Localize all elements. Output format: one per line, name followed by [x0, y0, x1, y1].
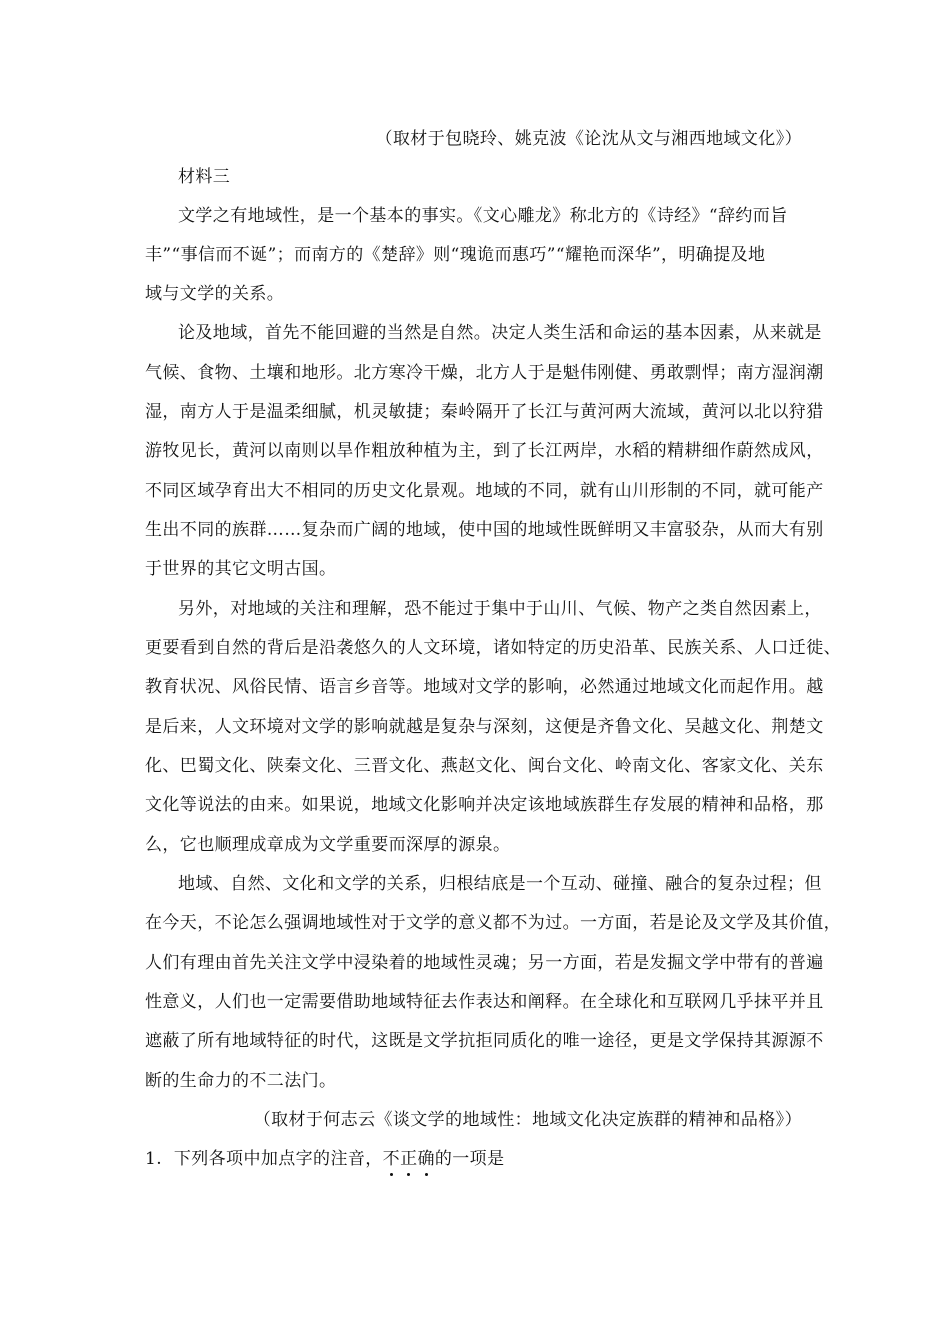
source-citation-2: （取材于何志云《谈文学的地域性：地域文化决定族群的精神和品格》）: [253, 1110, 802, 1130]
paragraph-2-line-5: 不同区域孕育出大不相同的历史文化景观。地域的不同，就有山川形制的不同，就可能产: [145, 481, 824, 501]
paragraph-3-line-7: 么，它也顺理成章成为文学重要而深厚的源泉。: [145, 835, 511, 855]
source-citation-1: （取材于包晓玲、姚克波《论沈从文与湘西地域文化》）: [375, 129, 802, 149]
paragraph-3-line-6: 文化等说法的由来。如果说，地域文化影响并决定该地域族群生存发展的精神和品格，那: [145, 795, 824, 815]
question-suffix: 的一项是: [434, 1149, 505, 1169]
paragraph-2-line-6: 生出不同的族群……复杂而广阔的地域，使中国的地域性既鲜明又丰富驳杂，从而大有别: [145, 520, 824, 540]
paragraph-3-line-2: 更要看到自然的背后是沿袭悠久的人文环境，诸如特定的历史沿革、民族关系、人口迁徙、: [145, 638, 841, 658]
paragraph-2-line-1: 论及地域，首先不能回避的当然是自然。决定人类生活和命运的基本因素，从来就是: [178, 323, 822, 343]
section-heading: 材料三: [178, 167, 231, 187]
paragraph-3-line-3: 教育状况、风俗民情、语言乡音等。地域对文学的影响，必然通过地域文化而起作用。越: [145, 677, 824, 697]
paragraph-3-line-5: 化、巴蜀文化、陕秦文化、三晋文化、燕赵文化、闽台文化、岭南文化、客家文化、关东: [145, 756, 824, 776]
emphasis-char-1: 不: [382, 1149, 401, 1169]
paragraph-1-line-3: 域与文学的关系。: [145, 284, 285, 304]
paragraph-4-line-6: 断的生命力的不二法门。: [145, 1071, 337, 1091]
emphasis-char-3: 确: [417, 1149, 435, 1169]
paragraph-2-line-4: 游牧见长，黄河以南则以旱作粗放种植为主，到了长江两岸，水稻的精耕细作蔚然成风，: [145, 441, 824, 461]
paragraph-1-line-2: 丰”“事信而不诞”；而南方的《楚辞》则“瑰诡而惠巧”“耀艳而深华”，明确提及地: [145, 245, 766, 265]
question-prefix: 下列各项中加点字的注音，: [173, 1149, 383, 1169]
paragraph-4-line-3: 人们有理由首先关注文学中浸染着的地域性灵魂；另一方面，若是发掘文学中带有的普遍: [145, 953, 824, 973]
paragraph-2-line-2: 气候、食物、土壤和地形。北方寒冷干燥，北方人于是魁伟刚健、勇敢剽悍；南方湿润潮: [145, 363, 824, 383]
paragraph-2-line-7: 于世界的其它文明古国。: [145, 559, 337, 579]
question-number: 1.: [145, 1149, 163, 1169]
paragraph-1-line-1: 文学之有地域性，是一个基本的事实。《文心雕龙》称北方的《诗经》“辞约而旨: [178, 206, 788, 226]
paragraph-4-line-4: 性意义，人们也一定需要借助地域特征去作表达和阐释。在全球化和互联网几乎抹平并且: [145, 992, 824, 1012]
paragraph-2-line-3: 湿，南方人于是温柔细腻，机灵敏捷；秦岭隔开了长江与黄河两大流域，黄河以北以狩猎: [145, 402, 824, 422]
paragraph-3-line-1: 另外，对地域的关注和理解，恐不能过于集中于山川、气候、物产之类自然因素上，: [178, 599, 822, 619]
paragraph-4-line-2: 在今天，不论怎么强调地域性对于文学的意义都不为过。一方面，若是论及文学及其价值，: [145, 913, 841, 933]
emphasis-char-2: 正: [400, 1149, 418, 1169]
paragraph-4-line-1: 地域、自然、文化和文学的关系，归根结底是一个互动、碰撞、融合的复杂过程；但: [178, 874, 822, 894]
paragraph-3-line-4: 是后来，人文环境对文学的影响就越是复杂与深刻，这便是齐鲁文化、吴越文化、荆楚文: [145, 717, 824, 737]
paragraph-4-line-5: 遮蔽了所有地域特征的时代，这既是文学抗拒同质化的唯一途径，更是文学保持其源源不: [145, 1031, 824, 1051]
question-1: [145, 1148, 805, 1170]
